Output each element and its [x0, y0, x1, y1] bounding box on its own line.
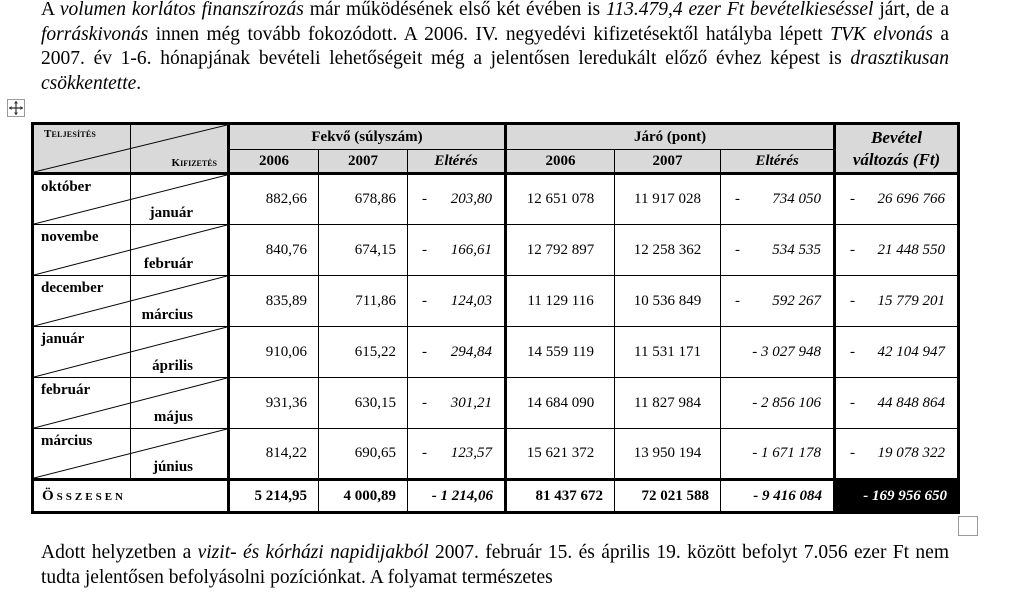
fekvo-elteres-cell: - 301,21 — [408, 378, 506, 429]
sub-header-elteres-fekvo: Eltérés — [408, 150, 506, 174]
jaro-elteres-cell: - 1 671 178 — [721, 429, 835, 480]
kifizetes-month: január — [149, 205, 193, 221]
fekvo-elteres-cell: - 294,84 — [408, 327, 506, 378]
jaro-elteres-cell: - 734 050 — [721, 174, 835, 225]
fekvo-2007-cell: 630,15 — [319, 378, 408, 429]
sub-header-2006-jaro: 2006 — [506, 150, 615, 174]
kifizetes-month: március — [141, 307, 193, 323]
total-row — [33, 480, 959, 513]
period-cell — [33, 225, 229, 276]
fekvo-2007-cell: 615,22 — [319, 327, 408, 378]
header-row-1 — [33, 124, 959, 150]
teljesites-month: október — [41, 179, 91, 195]
teljesites-month: február — [41, 382, 91, 398]
total-fekvo-2006: 5 214,95 — [229, 480, 319, 513]
jaro-2007-cell: 11 827 984 — [615, 378, 721, 429]
fekvo-2006-cell: 882,66 — [229, 174, 319, 225]
table-row — [33, 378, 959, 429]
jaro-elteres-cell: - 592 267 — [721, 276, 835, 327]
kifizetes-month: április — [152, 358, 193, 374]
period-cell — [33, 276, 229, 327]
total-jaro-elteres: - 9 416 084 — [721, 480, 835, 513]
total-label: Összesen — [33, 480, 229, 513]
total-bevetel: - 169 956 650 — [835, 480, 959, 513]
corner-header-cell — [33, 124, 229, 174]
group-header-fekvo: Fekvő (súlyszám) — [229, 124, 506, 150]
fekvo-elteres-cell: - 203,80 — [408, 174, 506, 225]
group-header-bevetel: Bevétel változás (Ft) — [835, 124, 959, 174]
table-row — [33, 225, 959, 276]
teljesites-month: december — [41, 280, 104, 296]
total-fekvo-2007: 4 000,89 — [319, 480, 408, 513]
bevetel-cell: - 19 078 322 — [835, 429, 959, 480]
fekvo-elteres-cell: - 166,61 — [408, 225, 506, 276]
fekvo-2007-cell: 674,15 — [319, 225, 408, 276]
payment-table — [31, 122, 960, 514]
jaro-2006-cell: 12 792 897 — [506, 225, 615, 276]
fekvo-2006-cell: 910,06 — [229, 327, 319, 378]
bevetel-cell: - 21 448 550 — [835, 225, 959, 276]
jaro-elteres-cell: - 3 027 948 — [721, 327, 835, 378]
table-row — [33, 429, 959, 480]
fekvo-2007-cell: 690,65 — [319, 429, 408, 480]
jaro-elteres-cell: - 534 535 — [721, 225, 835, 276]
table-row — [33, 327, 959, 378]
fekvo-2007-cell: 678,86 — [319, 174, 408, 225]
paragraph-followup: Adott helyzetben a vizit- és kórházi napidijakból 2007. február 15. és április 19. között befolyt 7.056 ezer Ft nem tudta jelentősen befolyásolni pozíciónkat. A folyamat természetes — [41, 542, 950, 588]
bevetel-cell: - 44 848 864 — [835, 378, 959, 429]
corner-bottom-label: Kifizetés — [171, 157, 217, 169]
table-move-handle-icon[interactable] — [7, 99, 25, 117]
period-cell — [33, 174, 229, 225]
sub-header-2007-jaro: 2007 — [615, 150, 721, 174]
sub-header-2007-fekvo: 2007 — [319, 150, 408, 174]
paragraph-intro: A volumen korlátos finanszírozás már működésének első két évében is 113.479,4 ezer Ft bevételkieséssel járt, de a forráskivonás innen még tovább fokozódott. A 2006. IV. negyedévi kifizetésektől hatályba lépett TVK elvonás a 2007. év 1-6. hónapjának bevételi lehetőségeit még a jelentősen leredukált előző évhez képest is drasztikusan csökkentette. — [41, 0, 950, 94]
teljesites-month: január — [41, 331, 85, 347]
table-row — [33, 174, 959, 225]
sub-header-2006-fekvo: 2006 — [229, 150, 319, 174]
fekvo-2006-cell: 814,22 — [229, 429, 319, 480]
group-header-jaro: Járó (pont) — [506, 124, 835, 150]
jaro-2006-cell: 15 621 372 — [506, 429, 615, 480]
total-fekvo-elteres: - 1 214,06 — [408, 480, 506, 513]
fekvo-2006-cell: 931,36 — [229, 378, 319, 429]
jaro-2007-cell: 12 258 362 — [615, 225, 721, 276]
jaro-2007-cell: 11 531 171 — [615, 327, 721, 378]
jaro-2006-cell: 12 651 078 — [506, 174, 615, 225]
jaro-2007-cell: 11 917 028 — [615, 174, 721, 225]
total-jaro-2007: 72 021 588 — [615, 480, 721, 513]
teljesites-month: március — [41, 433, 93, 449]
corner-top-label: Teljesítés — [44, 128, 97, 140]
table-row — [33, 276, 959, 327]
bevetel-cell: - 15 779 201 — [835, 276, 959, 327]
fekvo-elteres-cell: - 124,03 — [408, 276, 506, 327]
bevetel-cell: - 26 696 766 — [835, 174, 959, 225]
total-jaro-2006: 81 437 672 — [506, 480, 615, 513]
jaro-2006-cell: 11 129 116 — [506, 276, 615, 327]
fekvo-2006-cell: 840,76 — [229, 225, 319, 276]
period-cell — [33, 327, 229, 378]
kifizetes-month: május — [153, 409, 193, 425]
table-resize-handle-icon[interactable] — [958, 516, 978, 536]
jaro-2006-cell: 14 559 119 — [506, 327, 615, 378]
fekvo-elteres-cell: - 123,57 — [408, 429, 506, 480]
jaro-2007-cell: 10 536 849 — [615, 276, 721, 327]
teljesites-month: novembe — [41, 229, 99, 245]
period-cell — [33, 429, 229, 480]
fekvo-2007-cell: 711,86 — [319, 276, 408, 327]
jaro-elteres-cell: - 2 856 106 — [721, 378, 835, 429]
jaro-2007-cell: 13 950 194 — [615, 429, 721, 480]
sub-header-elteres-jaro: Eltérés — [721, 150, 835, 174]
kifizetes-month: február — [143, 256, 193, 272]
kifizetes-month: június — [152, 459, 193, 475]
jaro-2006-cell: 14 684 090 — [506, 378, 615, 429]
period-cell — [33, 378, 229, 429]
bevetel-cell: - 42 104 947 — [835, 327, 959, 378]
fekvo-2006-cell: 835,89 — [229, 276, 319, 327]
